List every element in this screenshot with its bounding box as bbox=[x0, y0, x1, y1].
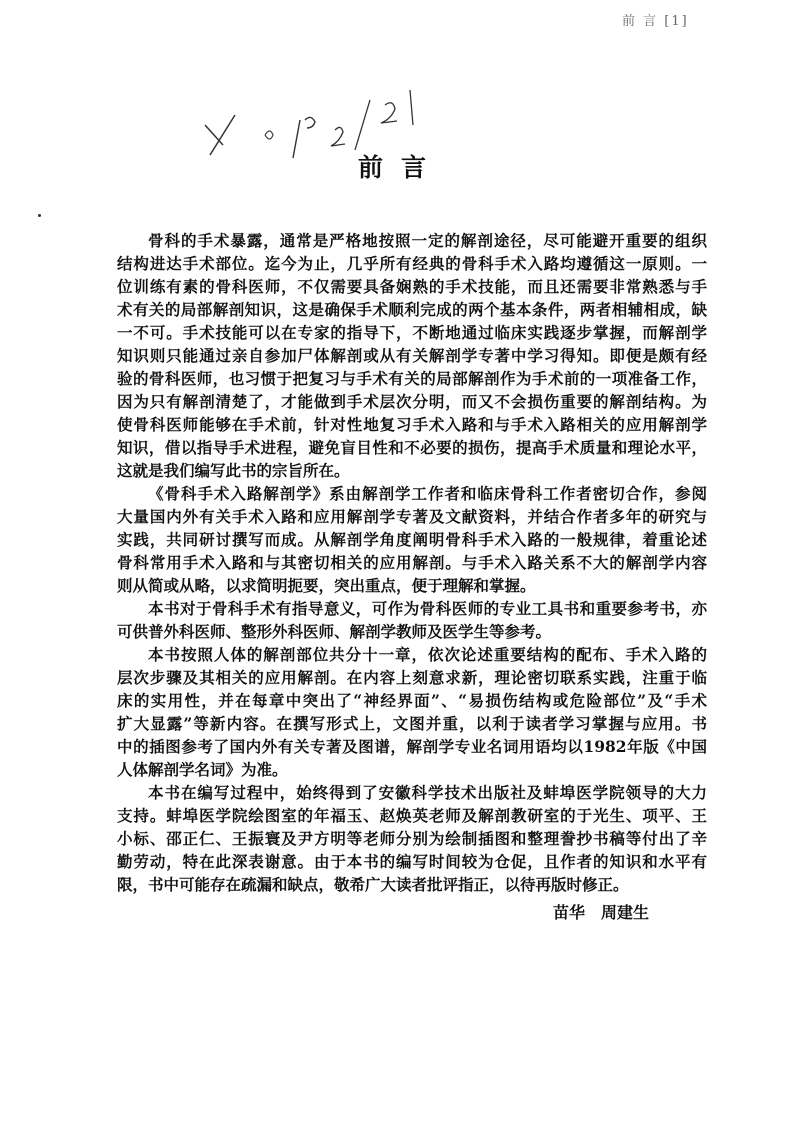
page-title: 前言 bbox=[357, 153, 444, 182]
text-line: 层次步骤及其相关的应用解剖。在内容上刻意求新，理论密切联系实践，注重于临 bbox=[117, 668, 707, 687]
paragraph bbox=[117, 229, 707, 482]
text-line: 位训练有素的骨科医师，不仅需要具备娴熟的手术技能，而且还需要非常熟悉与手 bbox=[117, 277, 707, 296]
text-line: 扩大显露”等新内容。在撰写形式上，文图并重，以利于读者学习掌握与应用。书 bbox=[117, 714, 707, 733]
text-line: 因为只有解剖清楚了，才能做到手术层次分明，而又不会损伤重要的解剖结构。为 bbox=[117, 392, 707, 411]
text-line: 本书按照人体的解剖部位共分十一章，依次论述重要结构的配布、手术入路的 bbox=[148, 645, 707, 664]
text-line: 实践，共同研讨撰写而成。从解剖学角度阐明骨科手术入路的一般规律，着重论述 bbox=[117, 530, 707, 549]
text-line: 使骨科医师能够在手术前，针对性地复习手术入路和与手术入路相关的应用解剖学 bbox=[117, 415, 707, 434]
text-line: 本书对于骨科手术有指导意义，可作为骨科医师的专业工具书和重要参考书，亦 bbox=[148, 599, 707, 618]
text-line: 结构进达手术部位。迄今为止，几乎所有经典的骨科手术入路均遵循这一原则。一 bbox=[117, 254, 707, 273]
paragraph bbox=[117, 643, 707, 781]
text-line: 则从简或从略，以求简明扼要，突出重点，便于理解和掌握。 bbox=[117, 576, 536, 595]
text-line: 验的骨科医师，也习惯于把复习与手术有关的局部解剖作为手术前的一项准备工作， bbox=[117, 369, 707, 388]
text-line: 勤劳动，特在此深表谢意。由于本书的编写时间较为仓促，且作者的知识和水平有 bbox=[117, 852, 707, 871]
text-line: 《骨科手术入路解剖学》系由解剖学工作者和临床骨科工作者密切合作，参阅 bbox=[148, 484, 707, 503]
text-line: 一不可。手术技能可以在专家的指导下，不断地通过临床实践逐步掌握，而解剖学 bbox=[117, 323, 707, 342]
text-line: 中的插图参考了国内外有关专著及图谱，解剖学专业名词用语均以1982年版《中国 bbox=[117, 737, 707, 756]
running-header: 前 言 [1] bbox=[622, 14, 689, 29]
text-line: 骨科常用手术入路和与其密切相关的应用解剖。与手术入路关系不大的解剖学内容 bbox=[117, 553, 707, 572]
text-line: 床的实用性，并在每章中突出了“神经界面”、“易损伤结构或危险部位”及“手术 bbox=[117, 691, 707, 710]
text-line: 大量国内外有关手术入路和应用解剖学专著及文献资料，并结合作者多年的研究与 bbox=[117, 507, 707, 526]
paragraph bbox=[117, 781, 707, 896]
text-line: 骨科的手术暴露，通常是严格地按照一定的解剖途径，尽可能避开重要的组织 bbox=[148, 231, 707, 250]
scan-speck bbox=[38, 214, 41, 217]
text-line: 知识，借以指导手术进程，避免盲目性和不必要的损伤，提高手术质量和理论水平， bbox=[117, 438, 707, 457]
text-line: 可供普外科医师、整形外科医师、解剖学教师及医学生等参考。 bbox=[117, 622, 552, 641]
text-line: 支持。蚌埠医学院绘图室的年福玉、赵焕英老师及解剖教研室的于光生、项平、王 bbox=[117, 806, 707, 825]
text-line: 本书在编写过程中，始终得到了安徽科学技术出版社及蚌埠医学院领导的大力 bbox=[148, 783, 707, 802]
text-line: 知识则只能通过亲自参加尸体解剖或从有关解剖学专著中学习得知。即便是颇有经 bbox=[117, 346, 707, 365]
text-line: 限，书中可能存在疏漏和缺点，敬希广大读者批评指正，以待再版时修正。 bbox=[117, 875, 629, 894]
preface-body bbox=[117, 229, 707, 896]
paragraph bbox=[117, 597, 707, 643]
paragraph bbox=[117, 482, 707, 597]
text-line: 小标、邵正仁、王振寰及尹方明等老师分别为绘制插图和整理誊抄书稿等付出了辛 bbox=[117, 829, 707, 848]
text-line: 术有关的局部解剖知识，这是确保手术顺利完成的两个基本条件，两者相辅相成，缺 bbox=[117, 300, 707, 319]
author-signature: 苗华 周建生 bbox=[553, 903, 650, 922]
text-line: 这就是我们编写此书的宗旨所在。 bbox=[117, 461, 350, 480]
text-line: 人体解剖学名词》为准。 bbox=[117, 760, 288, 779]
